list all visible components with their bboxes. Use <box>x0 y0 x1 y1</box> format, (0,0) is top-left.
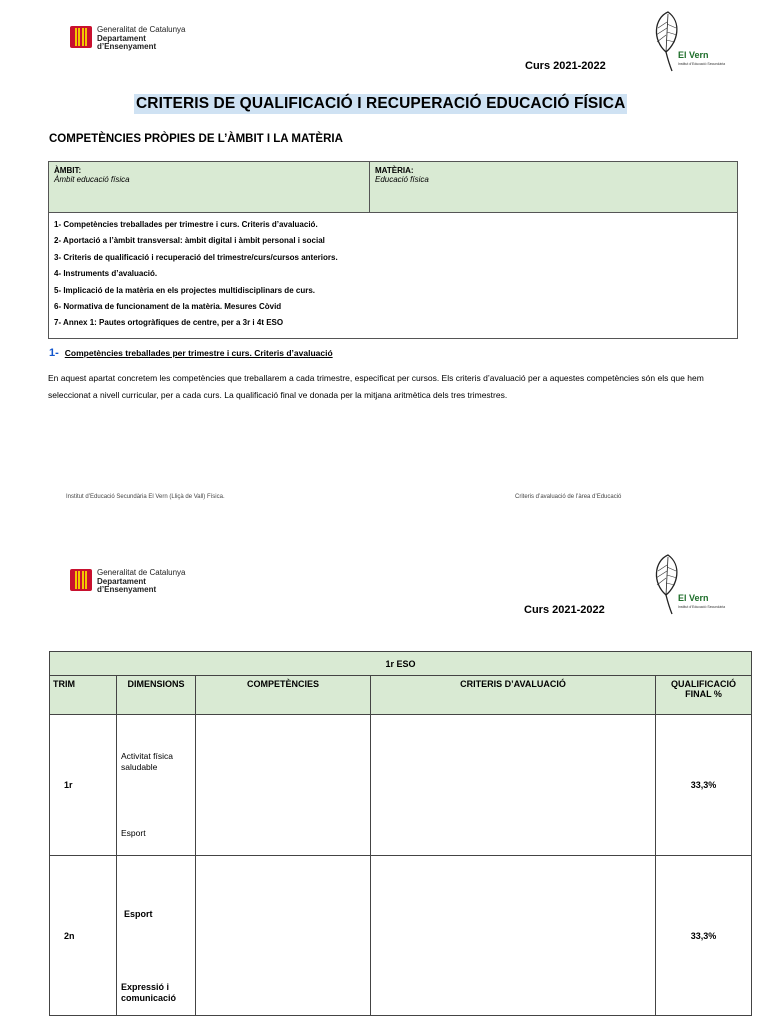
materia-label: MATÈRIA: <box>375 166 414 175</box>
generalitat-shield-icon <box>70 569 92 591</box>
criteria-cell <box>371 715 656 856</box>
logo-line-2: Departament <box>97 33 146 43</box>
header-trim: TRIM <box>50 676 117 715</box>
materia-cell <box>370 162 738 213</box>
course-year: Curs 2021-2022 <box>525 60 606 72</box>
ambit-label: ÀMBIT: <box>54 166 82 175</box>
index-item: 7- Annex 1: Pautes ortogràfiques de centre, per a 3r i 4t ESO <box>54 318 284 328</box>
section-1-heading <box>49 347 333 359</box>
ambit-value: Àmbit educació física <box>54 175 130 184</box>
dimension-label: Activitat física saludable <box>121 751 173 772</box>
section-title: COMPETÈNCIES PRÒPIES DE L’ÀMBIT I LA MATÈRIA <box>49 133 343 145</box>
index-item: 5- Implicació de la matèria en els projectes multidisciplinars de curs. <box>54 285 315 295</box>
logo-line-3: d’Ensenyament <box>97 42 157 51</box>
dimension-label: Expressió i comunicació <box>121 982 177 1003</box>
school-logo-sub: Institut d’Educació Secundària <box>678 605 726 609</box>
logo-line-1: Generalitat de Catalunya <box>97 25 186 34</box>
generalitat-logo <box>70 26 186 52</box>
header-criteria: CRITERIS D’AVALUACIÓ <box>371 676 656 715</box>
header-final-grade: QUALIFICACIÓ FINAL % <box>656 676 752 715</box>
dimension-label: Esport <box>121 828 146 838</box>
footer-right: Criteris d’avaluació de l’àrea d’Educació <box>515 494 622 500</box>
school-logo-name: El Vern <box>678 50 709 60</box>
index-list <box>49 213 738 339</box>
materia-value: Educació física <box>375 175 429 184</box>
logo-line-2: Departament <box>97 576 146 586</box>
logo-line-3: d’Ensenyament <box>97 585 157 594</box>
index-item: 3- Criteris de qualificació i recuperació del trimestre/curs/cursos anteriors. <box>54 252 338 262</box>
school-logo-sub: Institut d’Educació Secundària <box>678 62 726 66</box>
generalitat-shield-icon <box>70 26 92 48</box>
final-grade-cell: 33,3% <box>656 715 752 856</box>
competencies-cell <box>196 715 371 856</box>
generalitat-logo-2 <box>70 569 186 595</box>
dimensions-cell <box>117 856 196 1016</box>
section-1-number: 1- <box>49 347 59 359</box>
table-row <box>50 856 752 1016</box>
section-1-paragraph: En aquest apartat concretem les competències que treballarem a cada trimestre, especificat per cursos. Els criteris d’avaluació per a aquestes competències són els que hem seleccionat a nivell curricular, per a cada curs. La qualificació final ve donada per la mitjana aritmètica dels tres trimestres. <box>48 373 704 400</box>
table-title: 1r ESO <box>50 652 752 676</box>
criteria-cell <box>371 856 656 1016</box>
competencies-cell <box>196 856 371 1016</box>
logo-line-1: Generalitat de Catalunya <box>97 568 186 577</box>
index-item: 4- Instruments d’avaluació. <box>54 269 158 279</box>
ambit-table <box>48 161 738 339</box>
footer-left: Institut d’Educació Secundària El Vern (Lliçà de Vall) Física. <box>66 494 225 500</box>
course-year-2: Curs 2021-2022 <box>524 604 605 616</box>
dimension-label: Esport <box>124 909 153 919</box>
index-item: 2- Aportació a l’àmbit transversal: àmbit digital i àmbit personal i social <box>54 236 325 246</box>
section-1-title: Competències treballades per trimestre i curs. Criteris d’avaluació <box>64 348 333 358</box>
trim-cell: 2n <box>50 856 117 1016</box>
final-grade-cell: 33,3% <box>656 856 752 1016</box>
eso-table <box>49 651 752 1016</box>
table-header-row <box>50 676 752 715</box>
index-item: 6- Normativa de funcionament de la matèria. Mesures Còvid <box>54 302 282 312</box>
trim-cell: 1r <box>50 715 117 856</box>
page-title: CRITERIS DE QUALIFICACIÓ I RECUPERACIÓ EDUCACIÓ FÍSICA <box>136 95 626 112</box>
dimensions-cell <box>117 715 196 856</box>
table-row <box>50 715 752 856</box>
index-item: 1- Competències treballades per trimestre i curs. Criteris d’avaluació. <box>54 220 318 229</box>
ambit-cell <box>49 162 370 213</box>
header-dimensions: DIMENSIONS <box>117 676 196 715</box>
school-logo-name: El Vern <box>678 593 709 603</box>
header-competencies: COMPETÈNCIES <box>196 676 371 715</box>
el-vern-logo <box>648 8 738 72</box>
el-vern-logo-2 <box>648 551 738 615</box>
